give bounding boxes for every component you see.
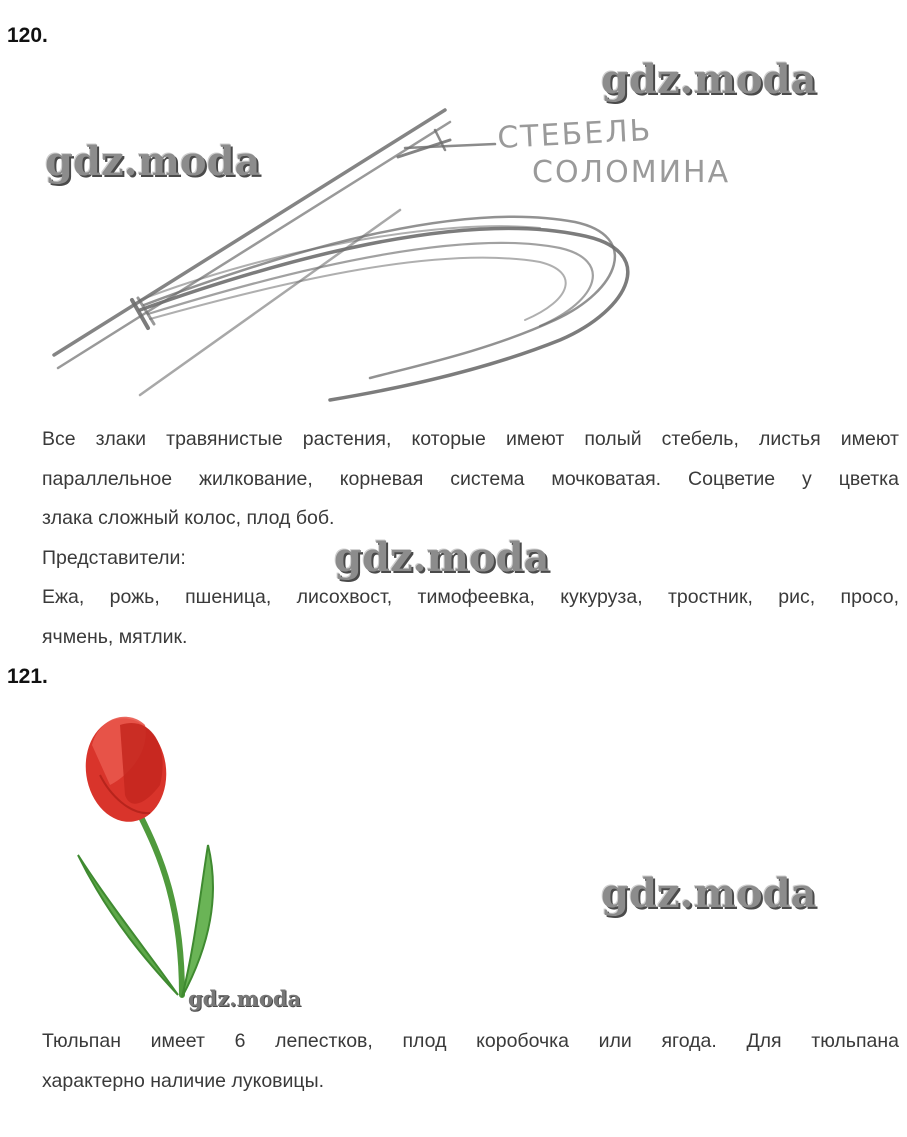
task-120-line-2: параллельное жилкование, корневая система мочковатая. Соцветие у цветка xyxy=(42,467,899,490)
representatives-line-2: ячмень, мятлик. xyxy=(42,625,188,648)
task-121-line-2: характерно наличие луковицы. xyxy=(42,1069,325,1092)
watermark-top-right: gdz.moda xyxy=(601,56,817,103)
task-121-paragraph xyxy=(42,1022,899,1101)
representatives-line-1: Ежа, рожь, пшеница, лисохвост, тимофеевка, кукуруза, тростник, рис, просо, xyxy=(42,586,899,608)
watermark-top-left: gdz.moda xyxy=(45,138,261,185)
label-straw: СОЛОМИНА xyxy=(532,155,731,190)
grass-leaf-sketch-icon xyxy=(40,100,780,420)
watermark-lower-right: gdz.moda xyxy=(601,870,817,917)
representatives-label: Представители: xyxy=(42,546,186,569)
task-121-line-1: Тюльпан имеет 6 лепестков, плод коробочка или ягода. Для тюльпана xyxy=(42,1030,899,1052)
task-120-number: 120. xyxy=(7,24,48,47)
watermark-middle: gdz.moda xyxy=(334,534,550,581)
label-stem: СТЕБЕЛЬ xyxy=(496,112,654,156)
task-120-line-1: Все злаки травянистые растения, которые имеют полый стебель, листья имеют xyxy=(42,428,899,450)
watermark-tulip: gdz.moda xyxy=(188,986,302,1011)
task-120-line-3: злака сложный колос, плод боб. xyxy=(42,507,335,529)
task-121-number: 121. xyxy=(7,665,48,688)
tulip-flower-icon xyxy=(70,705,260,1015)
